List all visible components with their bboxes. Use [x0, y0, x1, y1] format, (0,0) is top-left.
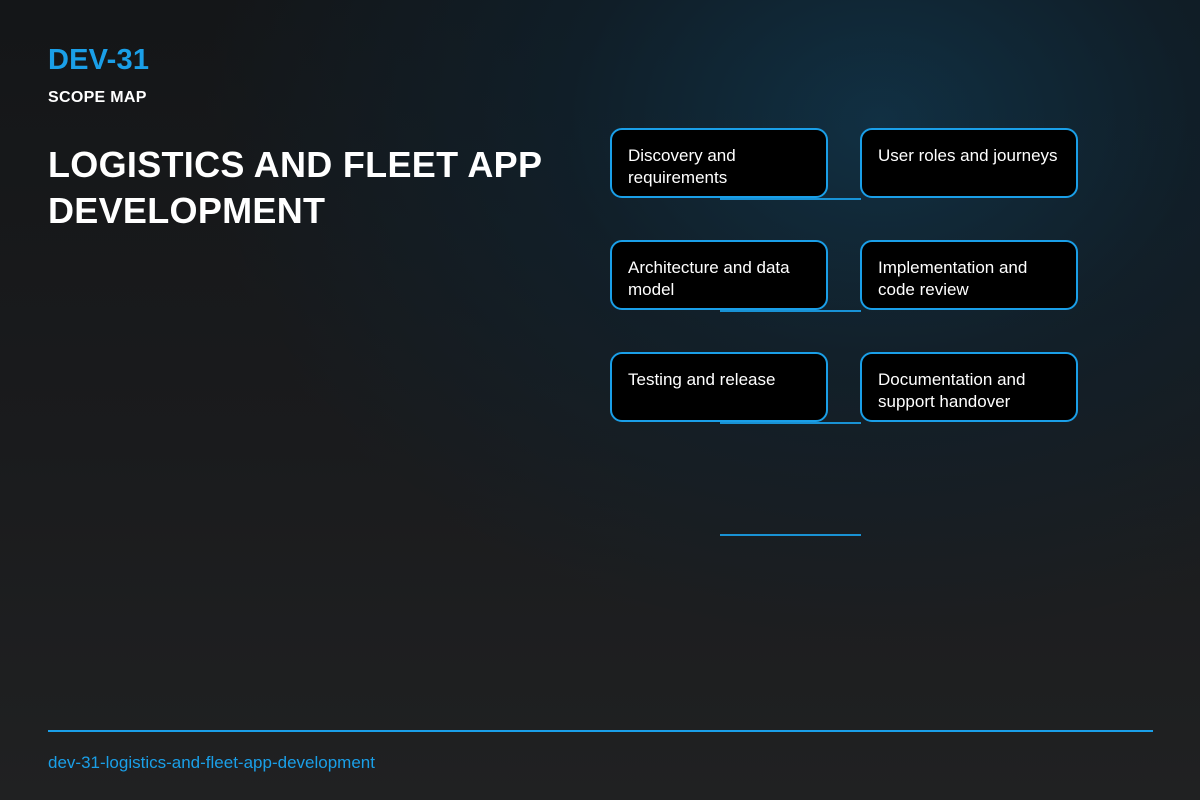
connector-line: [720, 198, 861, 200]
page-title: LOGISTICS AND FLEET APP DEVELOPMENT: [48, 144, 542, 231]
footer-divider: [48, 730, 1153, 732]
connector-line: [720, 310, 861, 312]
node-architecture-and-data-model[interactable]: Architecture and data model: [610, 240, 828, 310]
node-discovery-and-requirements[interactable]: Discovery and requirements: [610, 128, 828, 198]
connector-line: [720, 534, 861, 536]
node-implementation-and-code-review[interactable]: Implementation and code review: [860, 240, 1078, 310]
node-testing-and-release[interactable]: Testing and release: [610, 352, 828, 422]
project-code: DEV-31: [48, 44, 150, 76]
node-user-roles-and-journeys[interactable]: User roles and journeys: [860, 128, 1078, 198]
footer-slug: dev-31-logistics-and-fleet-app-development: [48, 753, 375, 772]
connector-line: [720, 422, 861, 424]
page-subtitle: SCOPE MAP: [48, 89, 147, 106]
node-documentation-and-support-handover[interactable]: Documentation and support handover: [860, 352, 1078, 422]
